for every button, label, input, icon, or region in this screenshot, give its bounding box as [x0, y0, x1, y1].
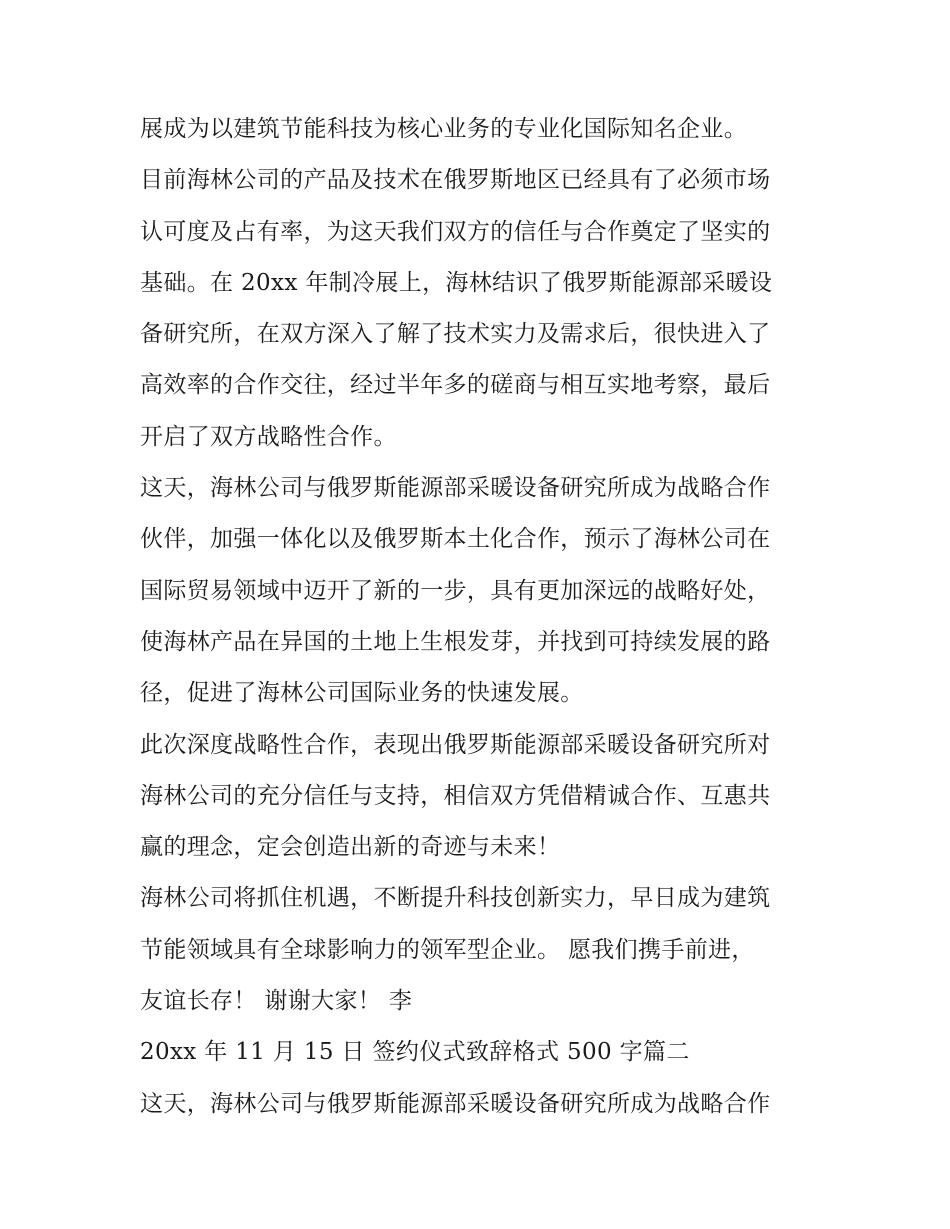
document-body: [140, 104, 820, 1130]
text-line: 节能领域具有全球影响力的领军型企业。 愿我们携手前进，: [140, 936, 755, 963]
text-line: 这天，海林公司与俄罗斯能源部采暖设备研究所成为战略合作: [140, 475, 771, 502]
text-line: 径，促进了海林公司国际业务的快速发展。: [140, 680, 584, 707]
text-line: 高效率的合作交往，经过半年多的磋商与相互实地考察，最后: [140, 372, 771, 399]
text-line: 赢的理念，定会创造出新的奇迹与未来！: [140, 834, 561, 861]
text-line: 基础。在 20xx 年制冷展上，海林结识了俄罗斯能源部采暖设: [140, 269, 773, 296]
text-line: 这天，海林公司与俄罗斯能源部采暖设备研究所成为战略合作: [140, 1090, 771, 1117]
text-line: 此次深度战略性合作，表现出俄罗斯能源部采暖设备研究所对: [140, 731, 771, 758]
text-line: 开启了双方战略性合作。: [140, 423, 397, 450]
text-line: 国际贸易领域中迈开了新的一步，具有更加深远的战略好处，: [140, 577, 771, 604]
text-line: 展成为以建筑节能科技为核心业务的专业化国际知名企业。: [140, 116, 748, 142]
text-line: 备研究所，在双方深入了解了技术实力及需求后，很快进入了: [140, 321, 771, 348]
text-line: 友谊长存！ 谢谢大家！ 李: [140, 988, 413, 1015]
text-line: 海林公司的充分信任与支持，相信双方凭借精诚合作、互惠共: [140, 782, 771, 809]
text-line: 伙伴，加强一体化以及俄罗斯本土化合作，预示了海林公司在: [140, 526, 771, 553]
text-line: 目前海林公司的产品及技术在俄罗斯地区已经具有了必须市场: [140, 167, 771, 194]
text-line: 认可度及占有率，为这天我们双方的信任与合作奠定了坚实的: [140, 218, 771, 245]
text-line: 海林公司将抓住机遇，不断提升科技创新实力，早日成为建筑: [140, 885, 771, 912]
section-heading: 20xx 年 11 月 15 日 签约仪式致辞格式 500 字篇二: [140, 1039, 690, 1066]
text-line: 使海林产品在异国的土地上生根发芽，并找到可持续发展的路: [140, 628, 771, 655]
